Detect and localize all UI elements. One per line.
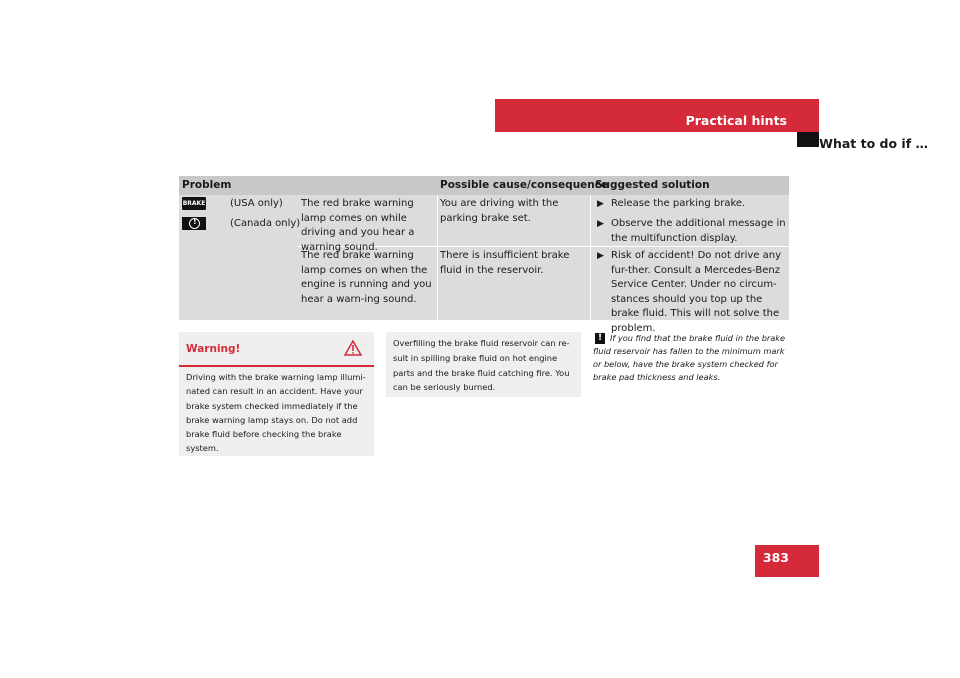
bullet-arrow-icon: ▶ bbox=[597, 219, 604, 229]
subsection-title: What to do if … bbox=[819, 136, 928, 151]
section-header bbox=[495, 99, 819, 132]
section-title: Practical hints bbox=[685, 113, 787, 128]
warning-divider bbox=[179, 365, 374, 367]
row1-cause: You are driving with the parking brake set. bbox=[440, 198, 559, 224]
row1-solution-1: Release the parking brake. bbox=[611, 198, 746, 209]
column-header-problem: Problem bbox=[182, 179, 232, 191]
column-header-solution: Suggested solution bbox=[595, 179, 710, 191]
warning-box bbox=[179, 332, 374, 456]
brake-warning-icon: BRAKE bbox=[182, 197, 206, 210]
caution-box bbox=[386, 332, 581, 397]
warning-text: Driving with the brake warning lamp illumi-nated can result in an accident. Have your brake system checked immediately if the brake warning lamp stays on. Do not add brake fluid before checking the brake system. bbox=[186, 372, 366, 454]
bullet-arrow-icon: ▶ bbox=[597, 251, 604, 261]
column-divider bbox=[437, 195, 438, 320]
page-number: 383 bbox=[762, 550, 789, 565]
page-number-tab bbox=[755, 545, 819, 577]
canada-note: (Canada only) bbox=[230, 218, 301, 229]
row1-problem: The red brake warning lamp comes on while driving and you hear a warning sound. bbox=[301, 198, 415, 253]
bullet-arrow-icon: ▶ bbox=[597, 199, 604, 209]
row2-cause: There is insufficient brake fluid in the reservoir. bbox=[440, 250, 570, 276]
column-header-cause: Possible cause/consequence bbox=[440, 179, 609, 191]
column-divider bbox=[590, 195, 591, 320]
row1-solution-2: Observe the additional message in the multifunction display. bbox=[611, 218, 786, 244]
note-exclamation-icon: ! bbox=[595, 333, 605, 344]
note-text: If you find that the brake fluid in the brake fluid reservoir has fallen to the minimum mark or below, have the brake system checked for brake pad thickness and leaks. bbox=[593, 333, 786, 382]
row2-problem: The red brake warning lamp comes on when the engine is running and you hear a warn-ing sound. bbox=[301, 250, 432, 305]
usa-note: (USA only) bbox=[230, 198, 283, 209]
warning-triangle-icon bbox=[344, 340, 362, 356]
brake-circle-warning-icon bbox=[182, 217, 206, 230]
caution-text: Overfilling the brake fluid reservoir can re-sult in spilling brake fluid on hot engine parts and the brake fluid catching fire. You can be seriously burned. bbox=[393, 338, 570, 393]
row2-solution-1: Risk of accident! Do not drive any fur-ther. Consult a Mercedes-Benz Service Center. Under no circum-stances should you top up the brake fluid. This will not solve the problem. bbox=[611, 250, 781, 334]
header-marker bbox=[797, 132, 819, 147]
warning-title: Warning! bbox=[186, 343, 241, 355]
